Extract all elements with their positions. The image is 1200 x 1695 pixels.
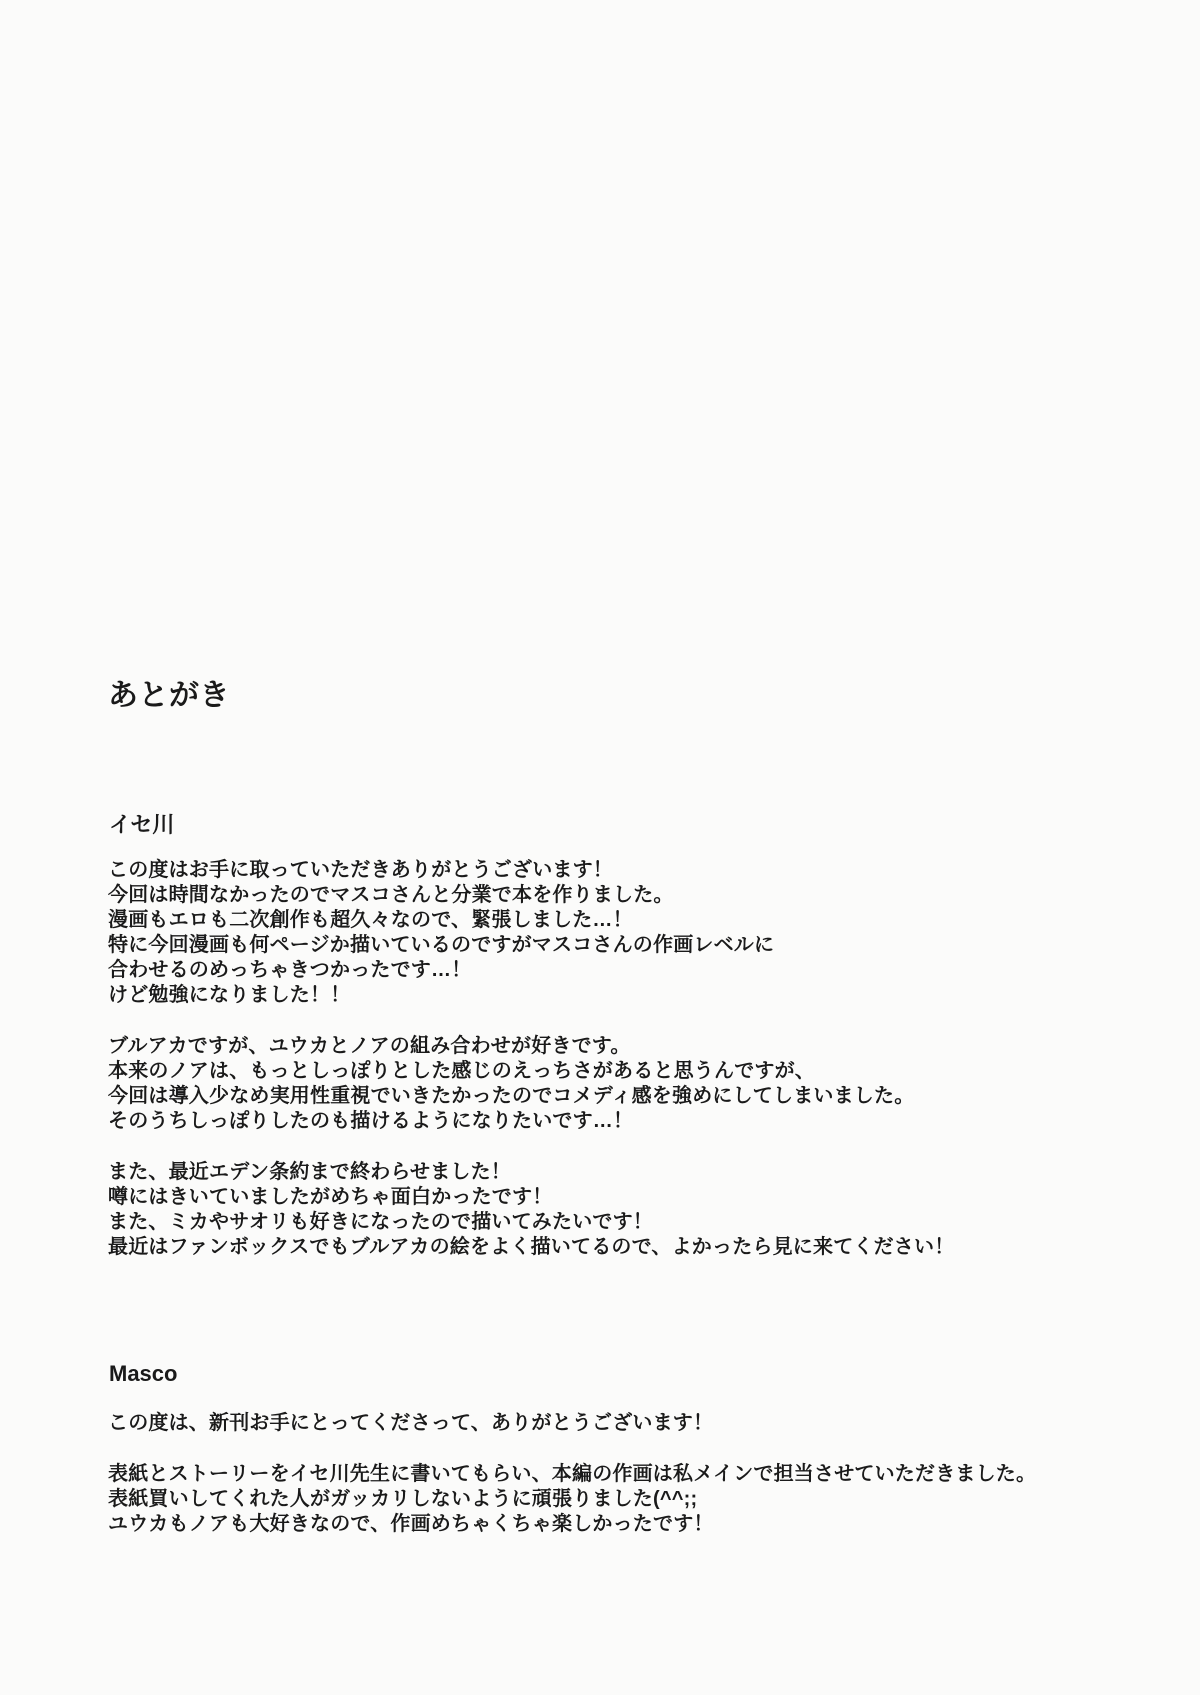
paragraph xyxy=(108,1034,1180,1134)
author-paragraphs xyxy=(108,858,1180,1260)
text-line: そのうちしっぽりしたのも描けるようになりたいです…！ xyxy=(108,1110,634,1132)
text-line: ユウカもノアも大好きなので、作画めちゃくちゃ楽しかったです！ xyxy=(108,1513,714,1535)
text-line: 合わせるのめっちゃきつかったです…！ xyxy=(108,959,472,981)
text-line: 特に今回漫画も何ページか描いているのですがマスコさんの作画レベルに xyxy=(108,934,775,956)
text-line: 漫画もエロも二次創作も超久々なので、緊張しました…！ xyxy=(108,909,633,931)
text-line: 今回は導入少なめ実用性重視でいきたかったのでコメディ感を強めにしてしまいました。 xyxy=(108,1085,915,1107)
paragraph xyxy=(108,1411,1180,1436)
text-line: また、最近エデン条約まで終わらせました！ xyxy=(108,1161,511,1183)
text-line: 噂にはきいていましたがめちゃ面白かったです！ xyxy=(108,1186,553,1208)
author-name: Masco xyxy=(109,1361,178,1386)
text-line: この度は、新刊お手にとってくださって、ありがとうございます！ xyxy=(108,1412,714,1434)
paragraph xyxy=(108,1160,1180,1260)
text-line: 本来のノアは、もっとしっぽりとした感じのえっちさがあると思うんですが、 xyxy=(108,1060,815,1082)
text-line: けど勉強になりました！！ xyxy=(108,984,351,1006)
text-line: 最近はファンボックスでもブルアカの絵をよく描いてるので、よかったら見に来てください！ xyxy=(108,1236,955,1258)
paragraph xyxy=(108,1462,1180,1537)
author-name: イセ川 xyxy=(109,812,175,837)
page-title: あとがき xyxy=(108,679,230,712)
text-line: 表紙買いしてくれた人がガッカリしないように頑張りました(^^;; xyxy=(108,1488,698,1510)
text-line: この度はお手に取っていただきありがとうございます！ xyxy=(108,859,613,881)
author-paragraphs xyxy=(108,1411,1180,1537)
paragraph xyxy=(108,858,1180,1008)
text-line: また、ミカやサオリも好きになったので描いてみたいです！ xyxy=(108,1211,653,1233)
text-line: ブルアカですが、ユウカとノアの組み合わせが好きです。 xyxy=(108,1035,631,1057)
text-line: 今回は時間なかったのでマスコさんと分業で本を作りました。 xyxy=(108,884,674,906)
text-line: 表紙とストーリーをイセ川先生に書いてもらい、本編の作画は私メインで担当させていただきました。 xyxy=(108,1463,1037,1485)
